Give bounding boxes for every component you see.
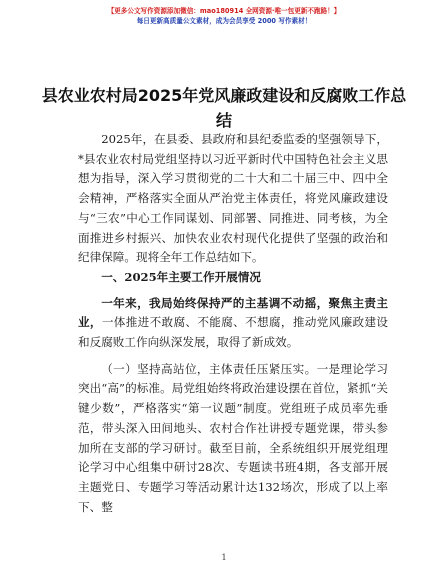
section-lead-paragraph [78, 294, 388, 353]
page-number: 1 [221, 553, 227, 562]
subsection-paragraph: （一）坚持高站位，主体责任压紧压实。一是理论学习突出“高”的标准。局党组始终将政治建设摆在首位，紧抓“关键少数”，严格落实“第一议题”制度。党组班子成员率先垂范，带头深入田间地头、农村合作社讲授专题党课，带头参加所在支部的学习研讨。截至目前，全系统组织开展党组理论学习中心组集中研讨28次、专题读书班4期，各支部开展主题党日、专题学习等活动累计达132场次，形成了以上率下、整 [78, 361, 388, 514]
section-lead-text: 一体推进不敢腐、不能腐、不想腐，推动党风廉政建设和反腐败工作向纵深发展，取得了新成效。 [78, 315, 388, 350]
section-heading: 一、2025年主要工作开展情况 [101, 269, 261, 284]
intro-paragraph: 2025年，在县委、县政府和县纪委监委的坚强领导下，*县农业农村局党组坚持以习近平新时代中国特色社会主义思想为指导，深入学习贯彻党的二十大和二十届三中、四中全会精神，严格落实全面从严治党主体责任，将党风廉政建设与“三农”中心工作同谋划、同部署、同推进、同考核，为全面推进乡村振兴、加快农业农村现代化提供了坚强的政治和纪律保障。现将全年工作总结如下。 [78, 132, 388, 265]
document-title: 县农业农村局2025年党风廉政建设和反腐败工作总结 [41, 86, 407, 130]
document-body [78, 130, 388, 517]
promo-banner-line-1: 【更多公文写作资源添加微信：mao180914 全网资源·唯一包更新不跑路！】 [107, 7, 341, 15]
promo-banner-line-2: 每日更新高质量公文素材，成为会员享受 2000 写作素材！ [136, 17, 312, 25]
section-lead-emphasis: 一年来，我局始终保持严的主基调不动摇，聚焦主责主业， [78, 295, 388, 330]
